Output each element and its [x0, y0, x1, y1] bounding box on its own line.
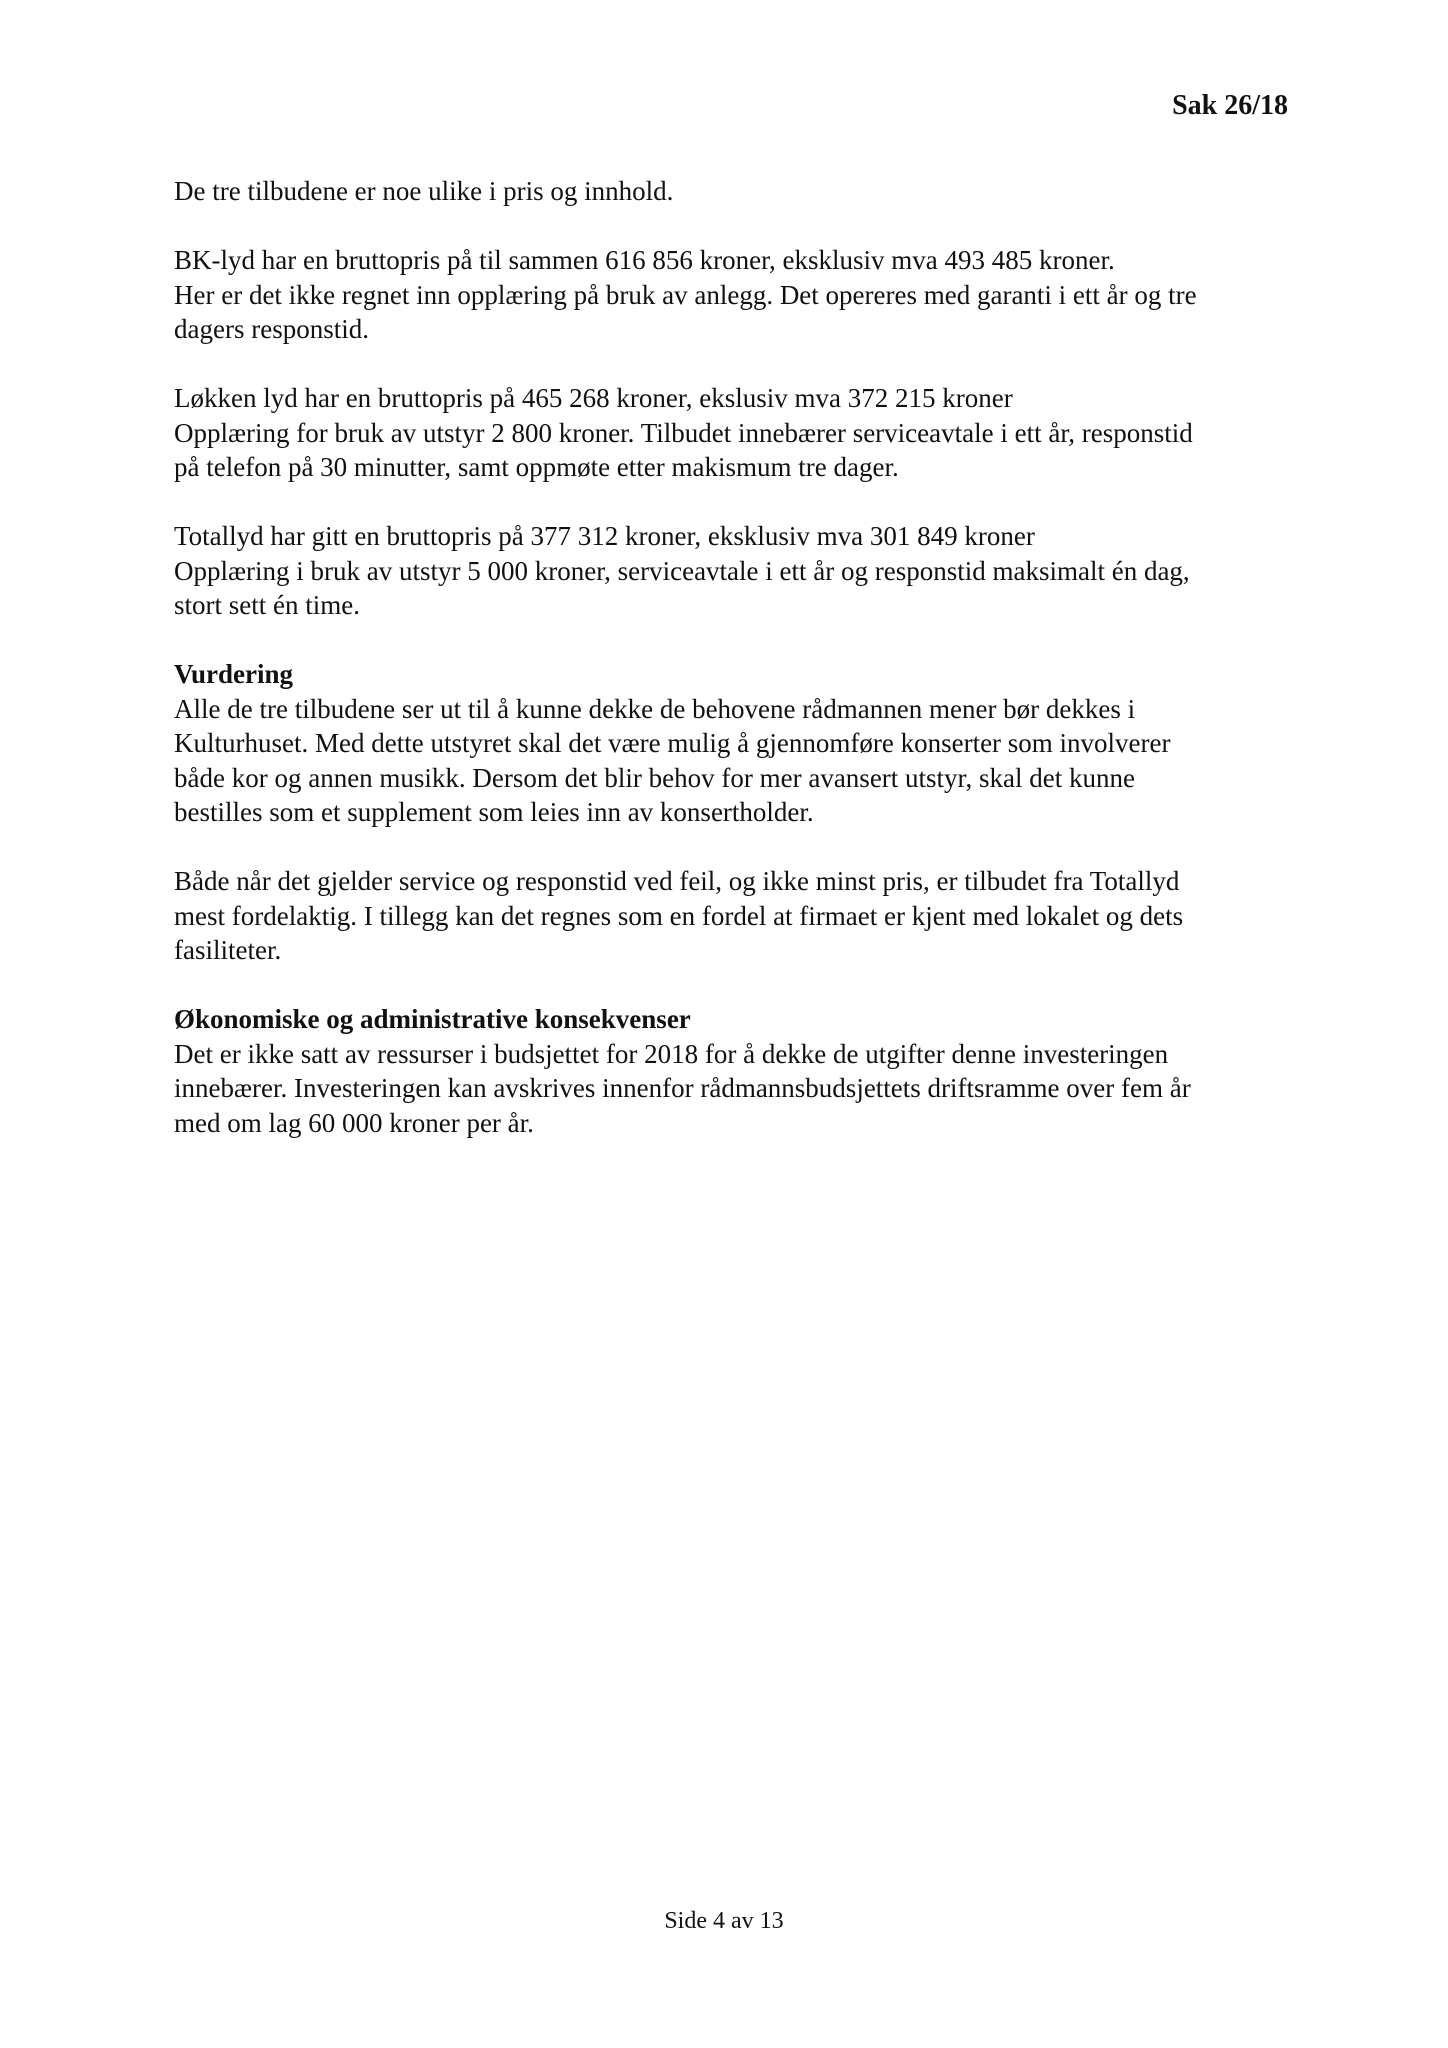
konsekvenser-line-3: med om lag 60 000 kroner per år.: [174, 1107, 534, 1138]
vurdering-p2-line-3: fasiliteter.: [174, 935, 282, 965]
intro-line: De tre tilbudene er noe ulike i pris og innhold.: [174, 176, 674, 206]
page-number-footer: Side 4 av 13: [664, 1908, 784, 1934]
intro-paragraph: [174, 174, 1292, 209]
case-reference: Sak 26/18: [1172, 90, 1288, 121]
totallyd-line-3: stort sett én time.: [174, 590, 360, 620]
vurdering-p1-line-3: både kor og annen musikk. Dersom det blir behov for mer avansert utstyr, skal det kunne: [174, 762, 1135, 793]
bk-lyd-line-3: dagers responstid.: [174, 314, 369, 344]
vurdering-p1-line-4: bestilles som et supplement som leies inn av konsertholder.: [174, 797, 814, 827]
konsekvenser-line-2: innebærer. Investeringen kan avskrives innenfor rådmannsbudsjettets driftsramme over fem år: [174, 1073, 1191, 1103]
lokken-lyd-line-2: Opplæring for bruk av utstyr 2 800 kroner. Tilbudet innebærer serviceavtale i ett år, responstid: [174, 417, 1193, 448]
lokken-lyd-paragraph: [174, 381, 1292, 485]
konsekvenser-line-1: Det er ikke satt av ressurser i budsjettet for 2018 for å dekke de utgifter denne investeringen: [174, 1038, 1169, 1069]
lokken-lyd-line-1: Løkken lyd har en bruttopris på 465 268 kroner, ekslusiv mva 372 215 kroner: [174, 383, 1013, 413]
vurdering-paragraph-1: [174, 692, 1292, 830]
bk-lyd-line-2: Her er det ikke regnet inn opplæring på bruk av anlegg. Det opereres med garanti i ett år og tre: [174, 279, 1197, 310]
konsekvenser-heading: Økonomiske og administrative konsekvenser: [174, 1004, 691, 1034]
totallyd-paragraph: [174, 519, 1292, 623]
totallyd-line-1: Totallyd har gitt en bruttopris på 377 312 kroner, eksklusiv mva 301 849 kroner: [174, 521, 1035, 551]
vurdering-heading: Vurdering: [174, 659, 294, 689]
lokken-lyd-line-3: på telefon på 30 minutter, samt oppmøte etter makismum tre dager.: [174, 452, 899, 482]
totallyd-line-2: Opplæring i bruk av utstyr 5 000 kroner, serviceavtale i ett år og responstid maksimalt én dag,: [174, 555, 1190, 586]
konsekvenser-paragraph: [174, 1037, 1292, 1141]
vurdering-p1-line-1: Alle de tre tilbudene ser ut til å kunne dekke de behovene rådmannen mener bør dekkes i: [174, 693, 1136, 724]
bk-lyd-paragraph: [174, 243, 1292, 347]
vurdering-paragraph-2: [174, 864, 1292, 968]
vurdering-p2-line-1: Både når det gjelder service og responstid ved feil, og ikke minst pris, er tilbudet fra Totallyd: [174, 866, 1180, 896]
bk-lyd-line-1: BK-lyd har en bruttopris på til sammen 616 856 kroner, eksklusiv mva 493 485 kroner.: [174, 245, 1115, 275]
document-body: [174, 174, 1292, 1175]
vurdering-p2-line-2: mest fordelaktig. I tillegg kan det regnes som en fordel at firmaet er kjent med lokalet og dets: [174, 900, 1184, 931]
vurdering-p1-line-2: Kulturhuset. Med dette utstyret skal det være mulig å gjennomføre konserter som involverer: [174, 728, 1171, 758]
